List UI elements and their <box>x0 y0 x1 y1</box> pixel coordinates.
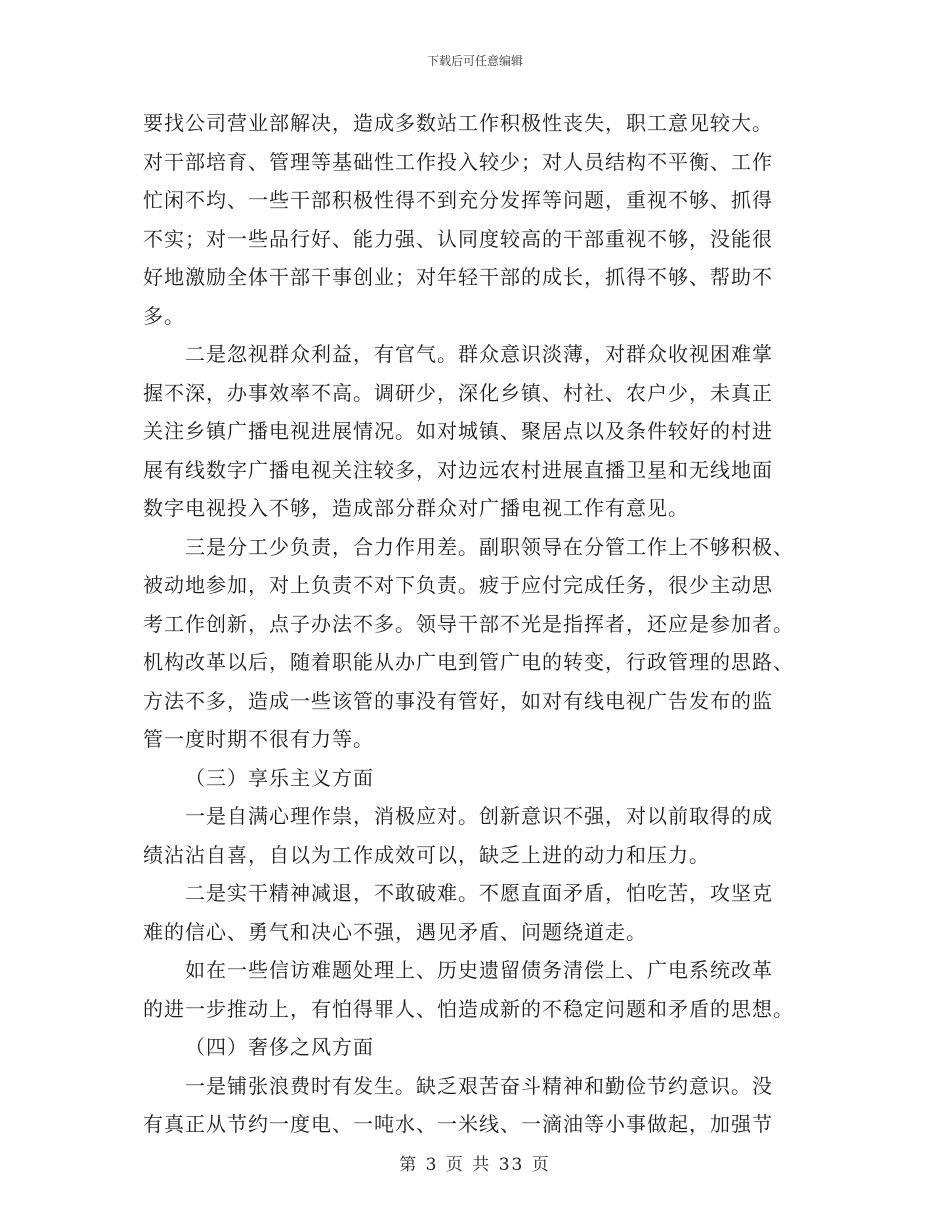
document-body <box>143 104 811 1144</box>
total-page-count: 33 <box>498 1155 525 1175</box>
page-header: 下载后可任意编辑 <box>426 54 523 68</box>
text-line: 好地激励全体干部干事创业；对年轻干部的成长，抓得不够、帮助不 <box>143 265 773 289</box>
paragraph-start: 二是忽视群众利益，有官气。群众意识淡薄，对群众收视困难掌 <box>185 342 773 366</box>
footer-prefix: 第 <box>399 1155 419 1175</box>
page-footer <box>0 1150 950 1175</box>
footer-suffix: 页 <box>531 1155 551 1175</box>
paragraph-start: 三是分工少负责，合力作用差。副职领导在分管工作上不够积极、 <box>185 534 794 559</box>
paragraph-start: 如在一些信访难题处理上、历史遗留债务清偿上、广电系统改革 <box>185 958 773 982</box>
text-line: 展有线数字广播电视关注较多，对边远农村进展直播卫星和无线地面 <box>143 457 773 482</box>
text-line: 数字电视投入不够，造成部分群众对广播电视工作有意见。 <box>143 496 689 520</box>
text-line: 握不深，办事效率不高。调研少，深化乡镇、村社、农户少，未真正 <box>143 380 773 405</box>
text-line: 难的信心、勇气和决心不强，遇见矛盾、问题绕道走。 <box>143 919 647 944</box>
text-line: 对干部培育、管理等基础性工作投入较少；对人员结构不平衡、工作 <box>143 149 773 174</box>
text-line: 有真正从节约一度电、一吨水、一米线、一滴油等小事做起，加强节 <box>143 1112 773 1136</box>
text-line: 忙闲不均、一些干部积极性得不到充分发挥等问题，重视不够、抓得 <box>143 188 773 212</box>
text-line: 要找公司营业部解决，造成多数站工作积极性丧失，职工意见较大。 <box>143 111 773 135</box>
text-line: 的进一步推动上，有怕得罪人、怕造成新的不稳定问题和矛盾的思想。 <box>143 996 794 1021</box>
text-line: 机构改革以后，随着职能从办广电到管广电的转变，行政管理的思路、 <box>143 650 794 674</box>
text-line: 被动地参加，对上负责不对下负责。疲于应付完成任务，很少主动思 <box>143 573 773 597</box>
text-line: 管一度时期不很有力等。 <box>143 727 374 751</box>
text-line: 多。 <box>143 303 185 328</box>
paragraph-start: 一是自满心理作祟，消极应对。创新意识不强，对以前取得的成 <box>185 804 773 828</box>
section-heading: （四）奢侈之风方面 <box>185 1035 374 1059</box>
section-heading: （三）享乐主义方面 <box>185 765 374 790</box>
paragraph-start: 一是铺张浪费时有发生。缺乏艰苦奋斗精神和勤俭节约意识。没 <box>185 1073 773 1098</box>
text-line: 绩沾沾自喜，自以为工作成效可以，缺乏上进的动力和压力。 <box>143 842 710 867</box>
paragraph-start: 二是实干精神减退，不敢破难。不愿直面矛盾，怕吃苦，攻坚克 <box>185 881 773 905</box>
current-page-number: 3 <box>425 1155 439 1175</box>
footer-mid: 页 共 <box>445 1155 492 1175</box>
text-line: 不实；对一些品行好、能力强、认同度较高的干部重视不够，没能很 <box>143 226 773 251</box>
text-line: 方法不多，造成一些该管的事没有管好，如对有线电视广告发布的监 <box>143 688 773 713</box>
text-line: 关注乡镇广播电视进展情况。如对城镇、聚居点以及条件较好的村进 <box>143 419 773 443</box>
text-line: 考工作创新，点子办法不多。领导干部不光是指挥者，还应是参加者。 <box>143 611 794 636</box>
